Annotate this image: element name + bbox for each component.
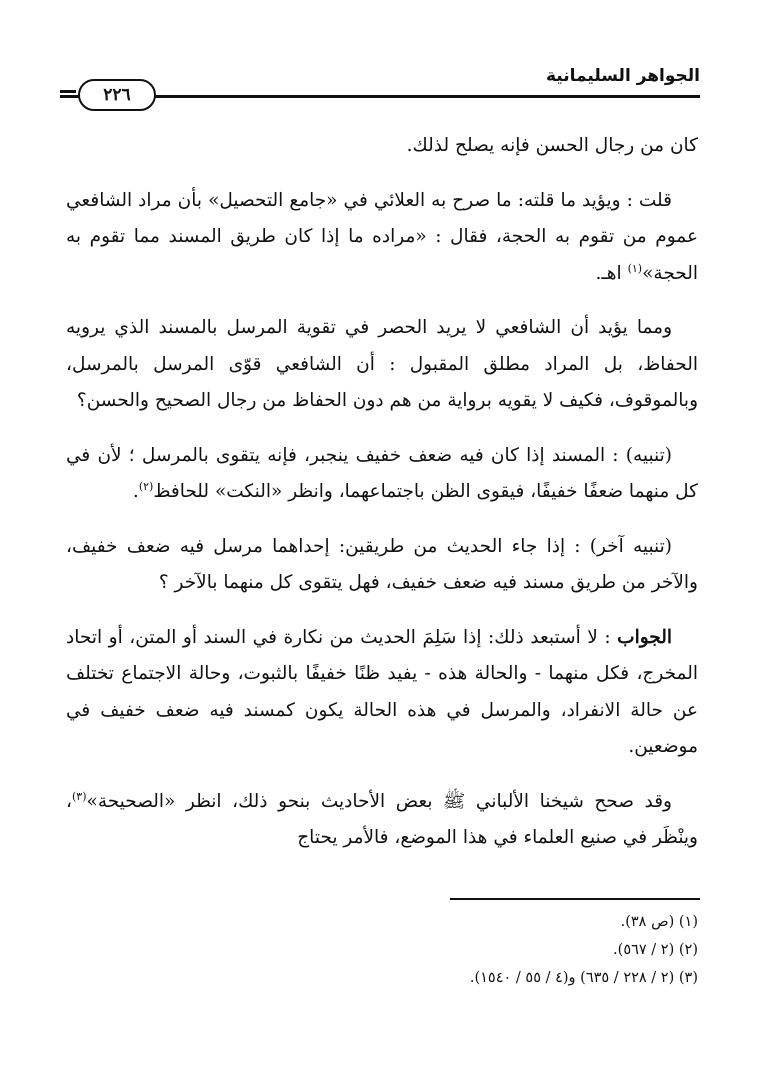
main-text (66, 128, 698, 875)
paragraph: وقد صحح شيخنا الألباني ﷺ بعض الأحاديث بنحو ذلك، انظر «الصحيحة»$^{(٣)}$، وينْظَر في صنيع العلماء في هذا الموضع، فالأمر يحتاج (66, 789, 698, 848)
footnote: (٢) (٢ / ٥٦٧). (613, 942, 698, 958)
page-header (60, 62, 700, 106)
answer-label: الجواب (617, 626, 672, 648)
paragraph: قلت : ويؤيد ما قلته: ما صرح به العلائي في «جامع التحصيل» بأن مراد الشافعي عموم من تقوم به الحجة، فقال : «مراده ما إذا كان طريق المسند مما تقوم به الحجة»$^{(١)}$ اهـ. (66, 189, 698, 284)
header-rule (60, 95, 700, 98)
footnote: (١) (ص ٣٨). (620, 914, 698, 930)
paragraph: (تنبيه) : المسند إذا كان فيه ضعف خفيف ينجبر، فإنه يتقوى بالمرسل ؛ لأن في كل منهما ضعفًا خفيفًا، فيقوى الظن باجتماعهما، وانظر «النكت» للحافظ$^{(٢)}$. (66, 444, 698, 502)
page-number: ٢٢٦ (78, 79, 156, 111)
footnote-ref: (١) (627, 261, 643, 275)
paragraph: كان من رجال الحسن فإنه يصلح لذلك. (406, 135, 698, 156)
footnote-ref: (٣) (71, 789, 87, 803)
header-rule-left (60, 90, 76, 93)
paragraph: الجواب : لا أستبعد ذلك: إذا سَلِمَ الحديث من نكارة في السند أو المتن، أو اتحاد المخرج، فكل منهما - والحالة هذه - يفيد ظنًا خفيفًا بالثبوت، وحالة الاجتماع تختلف عن حالة الانفراد، والمرسل في هذه الحالة يكون كمسند فيه ضعف خفيف في موضعين. (66, 626, 698, 757)
paragraph: (تنبيه آخر) : إذا جاء الحديث من طريقين: إحداهما مرسل فيه ضعف خفيف، والآخر من طريق مسند فيه ضعف خفيف، فهل يتقوى كل منهما بالآخر ؟ (66, 535, 698, 593)
footnote: (٣) (٢ / ٢٢٨ / ٦٣٥) و(٤ / ٥٥ / ١٥٤٠). (469, 970, 698, 986)
paragraph: ومما يؤيد أن الشافعي لا يريد الحصر في تقوية المرسل بالمسند الذي يرويه الحفاظ، بل المراد مطلق المقبول : أن الشافعي قوّى المرسل بالمرسل، وبالموقوف، فكيف لا يقويه برواية من هم دون الحفاظ من رجال الصحيح والحسن؟ (66, 317, 698, 411)
footnote-ref: (٢) (138, 479, 154, 493)
book-title: الجواهر السليمانية (545, 66, 700, 86)
footnotes (66, 908, 698, 992)
footnote-divider (450, 898, 700, 900)
